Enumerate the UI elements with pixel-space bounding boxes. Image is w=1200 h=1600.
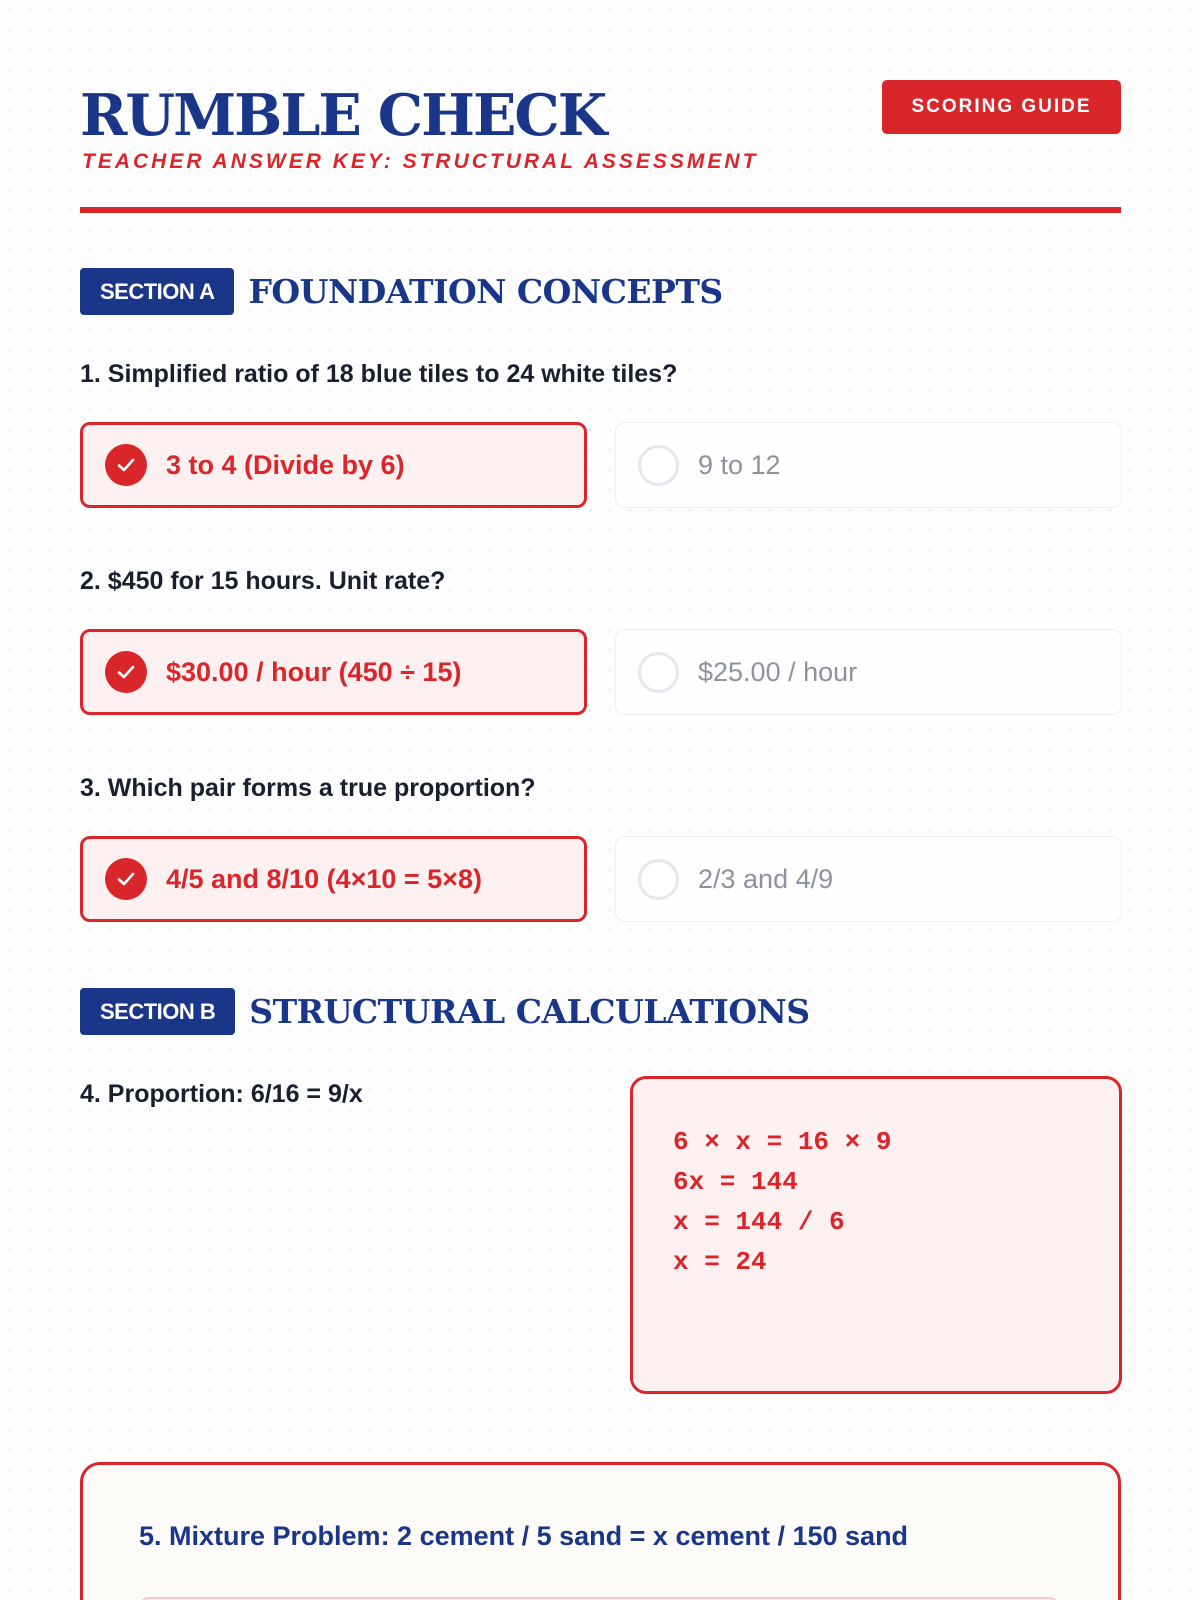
work-line: 6 × x = 16 × 9 xyxy=(673,1127,892,1157)
question-5-card xyxy=(80,1462,1121,1600)
header-divider xyxy=(80,207,1121,213)
scoring-guide-button[interactable]: SCORING GUIDE xyxy=(882,80,1121,134)
question-5-prompt: 5. Mixture Problem: 2 cement / 5 sand = x cement / 150 sand xyxy=(139,1521,909,1551)
page-title: RUMBLE CHECK xyxy=(80,82,606,149)
section-b-badge: SECTION B xyxy=(80,988,235,1035)
question-4-work-box xyxy=(630,1076,1122,1394)
section-a-badge: SECTION A xyxy=(80,268,234,315)
work-line: x = 144 / 6 xyxy=(673,1207,845,1237)
work-line: x = 24 xyxy=(673,1247,767,1277)
section-a-heading xyxy=(80,268,723,315)
page-subtitle: TEACHER ANSWER KEY: STRUCTURAL ASSESSMENT xyxy=(82,150,759,173)
question-3-prompt: 3. Which pair forms a true proportion? xyxy=(80,774,536,802)
question-2-prompt: 2. $450 for 15 hours. Unit rate? xyxy=(80,567,446,595)
section-b-title: STRUCTURAL CALCULATIONS xyxy=(249,992,810,1031)
question-3-distractor-option[interactable] xyxy=(615,836,1122,922)
question-3-correct-option[interactable] xyxy=(80,836,587,922)
check-circle-icon xyxy=(105,858,147,900)
radio-empty-icon xyxy=(638,652,679,693)
check-circle-icon xyxy=(105,444,147,486)
question-1-distractor-option[interactable] xyxy=(615,422,1122,508)
option-label: 4/5 and 8/10 (4×10 = 5×8) xyxy=(166,863,482,894)
check-circle-icon xyxy=(105,651,147,693)
question-2-correct-option[interactable] xyxy=(80,629,587,715)
option-label: 9 to 12 xyxy=(698,449,781,480)
radio-empty-icon xyxy=(638,859,679,900)
question-2-distractor-option[interactable] xyxy=(615,629,1122,715)
question-1-prompt: 1. Simplified ratio of 18 blue tiles to 24 white tiles? xyxy=(80,360,678,388)
section-b-heading xyxy=(80,988,810,1035)
question-4-prompt: 4. Proportion: 6/16 = 9/x xyxy=(80,1080,363,1108)
radio-empty-icon xyxy=(638,445,679,486)
option-label: 3 to 4 (Divide by 6) xyxy=(166,449,405,480)
option-label: 2/3 and 4/9 xyxy=(698,863,834,894)
option-label: $25.00 / hour xyxy=(698,656,858,687)
question-1-correct-option[interactable] xyxy=(80,422,587,508)
option-label: $30.00 / hour (450 ÷ 15) xyxy=(166,656,462,687)
work-line: 6x = 144 xyxy=(673,1167,798,1197)
section-a-title: FOUNDATION CONCEPTS xyxy=(248,272,723,311)
